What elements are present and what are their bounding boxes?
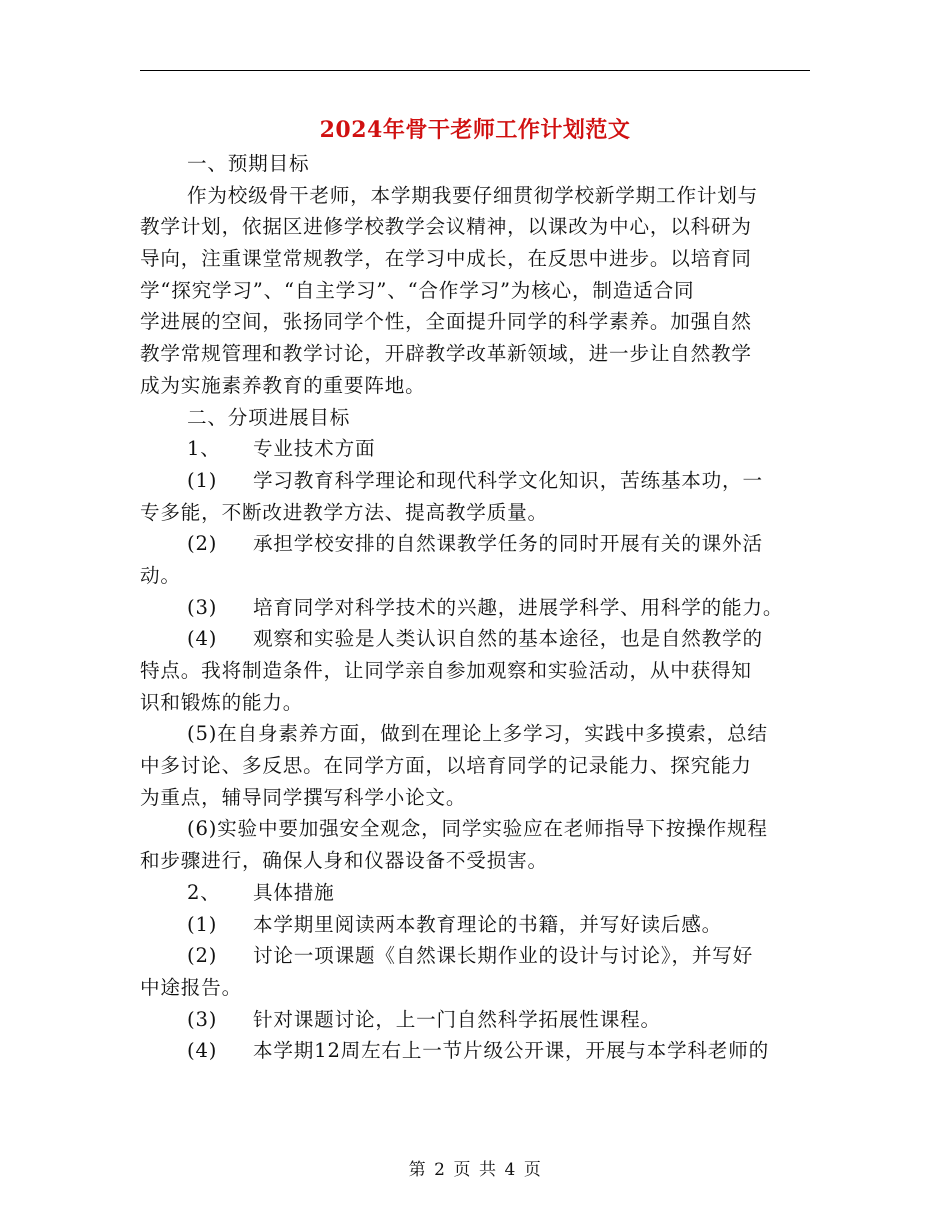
line-text: 作为校级骨干老师，本学期我要仔细贯彻学校新学期工作计划与 <box>187 183 759 207</box>
line-text: 专业技术方面 <box>253 437 376 461</box>
line-text: 一、预期目标 <box>187 152 310 175</box>
line-text: 和步骤进行，确保人身和仪器设备不受损害。 <box>140 849 548 873</box>
item-number: 2、 <box>187 880 221 904</box>
line-text: 观察和实验是人类认识自然的基本途径，也是自然教学的 <box>253 627 763 651</box>
text-line <box>140 560 810 592</box>
line-text: 本学期12周左右上一节片级公开课，开展与本学科老师的 <box>253 1039 769 1063</box>
text-line <box>140 623 810 655</box>
line-text: 成为实施素养教育的重要阵地。 <box>140 373 426 397</box>
text-line <box>140 909 810 941</box>
text-line <box>140 718 810 750</box>
text-line <box>140 243 810 275</box>
line-text: 识和锻炼的能力。 <box>140 690 304 714</box>
item-number: (2) <box>187 944 218 968</box>
text-line <box>140 845 810 877</box>
text-line <box>140 306 810 338</box>
item-number: (2) <box>187 532 218 556</box>
footer-page-word: 页 <box>453 1160 471 1180</box>
footer-page-number: 2 <box>434 1160 446 1180</box>
document-body <box>140 148 810 1067</box>
document-title: 2024年骨干老师工作计划范文 <box>319 117 631 143</box>
line-text: 特点。我将制造条件，让同学亲自参加观察和实验活动，从中获得知 <box>140 659 752 682</box>
text-line <box>140 687 810 719</box>
text-line <box>140 180 810 212</box>
line-text: (6)实验中要加强安全观念，同学实验应在老师指导下按操作规程 <box>187 817 768 841</box>
line-text: 教学计划，依据区进修学校教学会议精神，以课改为中心，以科研为 <box>140 215 752 239</box>
text-line <box>140 211 810 243</box>
text-line <box>140 402 810 434</box>
header-rule <box>140 70 810 71</box>
line-text: 为重点，辅导同学撰写科学小论文。 <box>140 785 467 809</box>
line-text: 培育同学对科学技术的兴趣，进展学科学、用科学的能力。 <box>253 595 784 619</box>
text-line <box>140 370 810 402</box>
item-number: 1、 <box>187 437 221 461</box>
item-number: (3) <box>187 595 218 619</box>
line-text: 讨论一项课题《自然课长期作业的设计与讨论》，并写好 <box>253 944 754 968</box>
line-text: 专多能，不断改进教学方法、提高教学质量。 <box>140 500 548 524</box>
line-text: 中途报告。 <box>140 975 242 999</box>
text-line <box>140 497 810 529</box>
line-text: 针对课题讨论，上一门自然科学拓展性课程。 <box>253 1007 661 1031</box>
text-line <box>140 433 810 465</box>
line-text: 本学期里阅读两本教育理论的书籍，并写好读后感。 <box>253 912 723 936</box>
item-number: (1) <box>187 468 218 492</box>
text-line <box>140 1035 810 1067</box>
text-line <box>140 1004 810 1036</box>
line-text: 教学常规管理和教学讨论，开辟教学改革新领域，进一步让自然教学 <box>140 342 752 366</box>
line-text: 学习教育科学理论和现代科学文化知识，苦练基本功，一 <box>253 468 763 492</box>
text-line <box>140 877 810 909</box>
text-line <box>140 528 810 560</box>
line-text: 中多讨论、多反思。在同学方面，以培育同学的记录能力、探究能力 <box>140 754 752 778</box>
text-line <box>140 750 810 782</box>
text-line <box>140 655 810 687</box>
text-line <box>140 148 810 180</box>
footer-suffix: 页 <box>523 1160 542 1180</box>
text-line <box>140 338 810 370</box>
footer-total-pages: 4 <box>504 1160 516 1180</box>
footer-prefix: 第 <box>408 1160 427 1180</box>
line-text: 具体措施 <box>253 880 335 904</box>
text-line <box>140 275 810 307</box>
line-text: 学进展的空间，张扬同学个性，全面提升同学的科学素养。加强自然 <box>140 310 752 334</box>
line-text: 承担学校安排的自然课教学任务的同时开展有关的课外活 <box>253 532 763 556</box>
footer-total-word: 共 <box>479 1160 497 1180</box>
text-line <box>140 940 810 972</box>
page-footer <box>0 1155 950 1180</box>
text-line <box>140 813 810 845</box>
line-text: 学“探究学习”、“自主学习”、“合作学习”为核心，制造适合同 <box>140 278 695 302</box>
item-number: (1) <box>187 912 218 936</box>
item-number: (4) <box>187 1039 218 1063</box>
text-line <box>140 592 810 624</box>
line-text: (5)在自身素养方面，做到在理论上多学习，实践中多摸索，总结 <box>187 722 768 746</box>
line-text: 二、分项进展目标 <box>187 405 351 429</box>
item-number: (4) <box>187 627 218 651</box>
item-number: (3) <box>187 1007 218 1031</box>
line-text: 动。 <box>140 563 181 587</box>
text-line <box>140 972 810 1004</box>
line-text: 导向，注重课堂常规教学，在学习中成长，在反思中进步。以培育同 <box>140 247 752 271</box>
text-line <box>140 782 810 814</box>
text-line <box>140 465 810 497</box>
